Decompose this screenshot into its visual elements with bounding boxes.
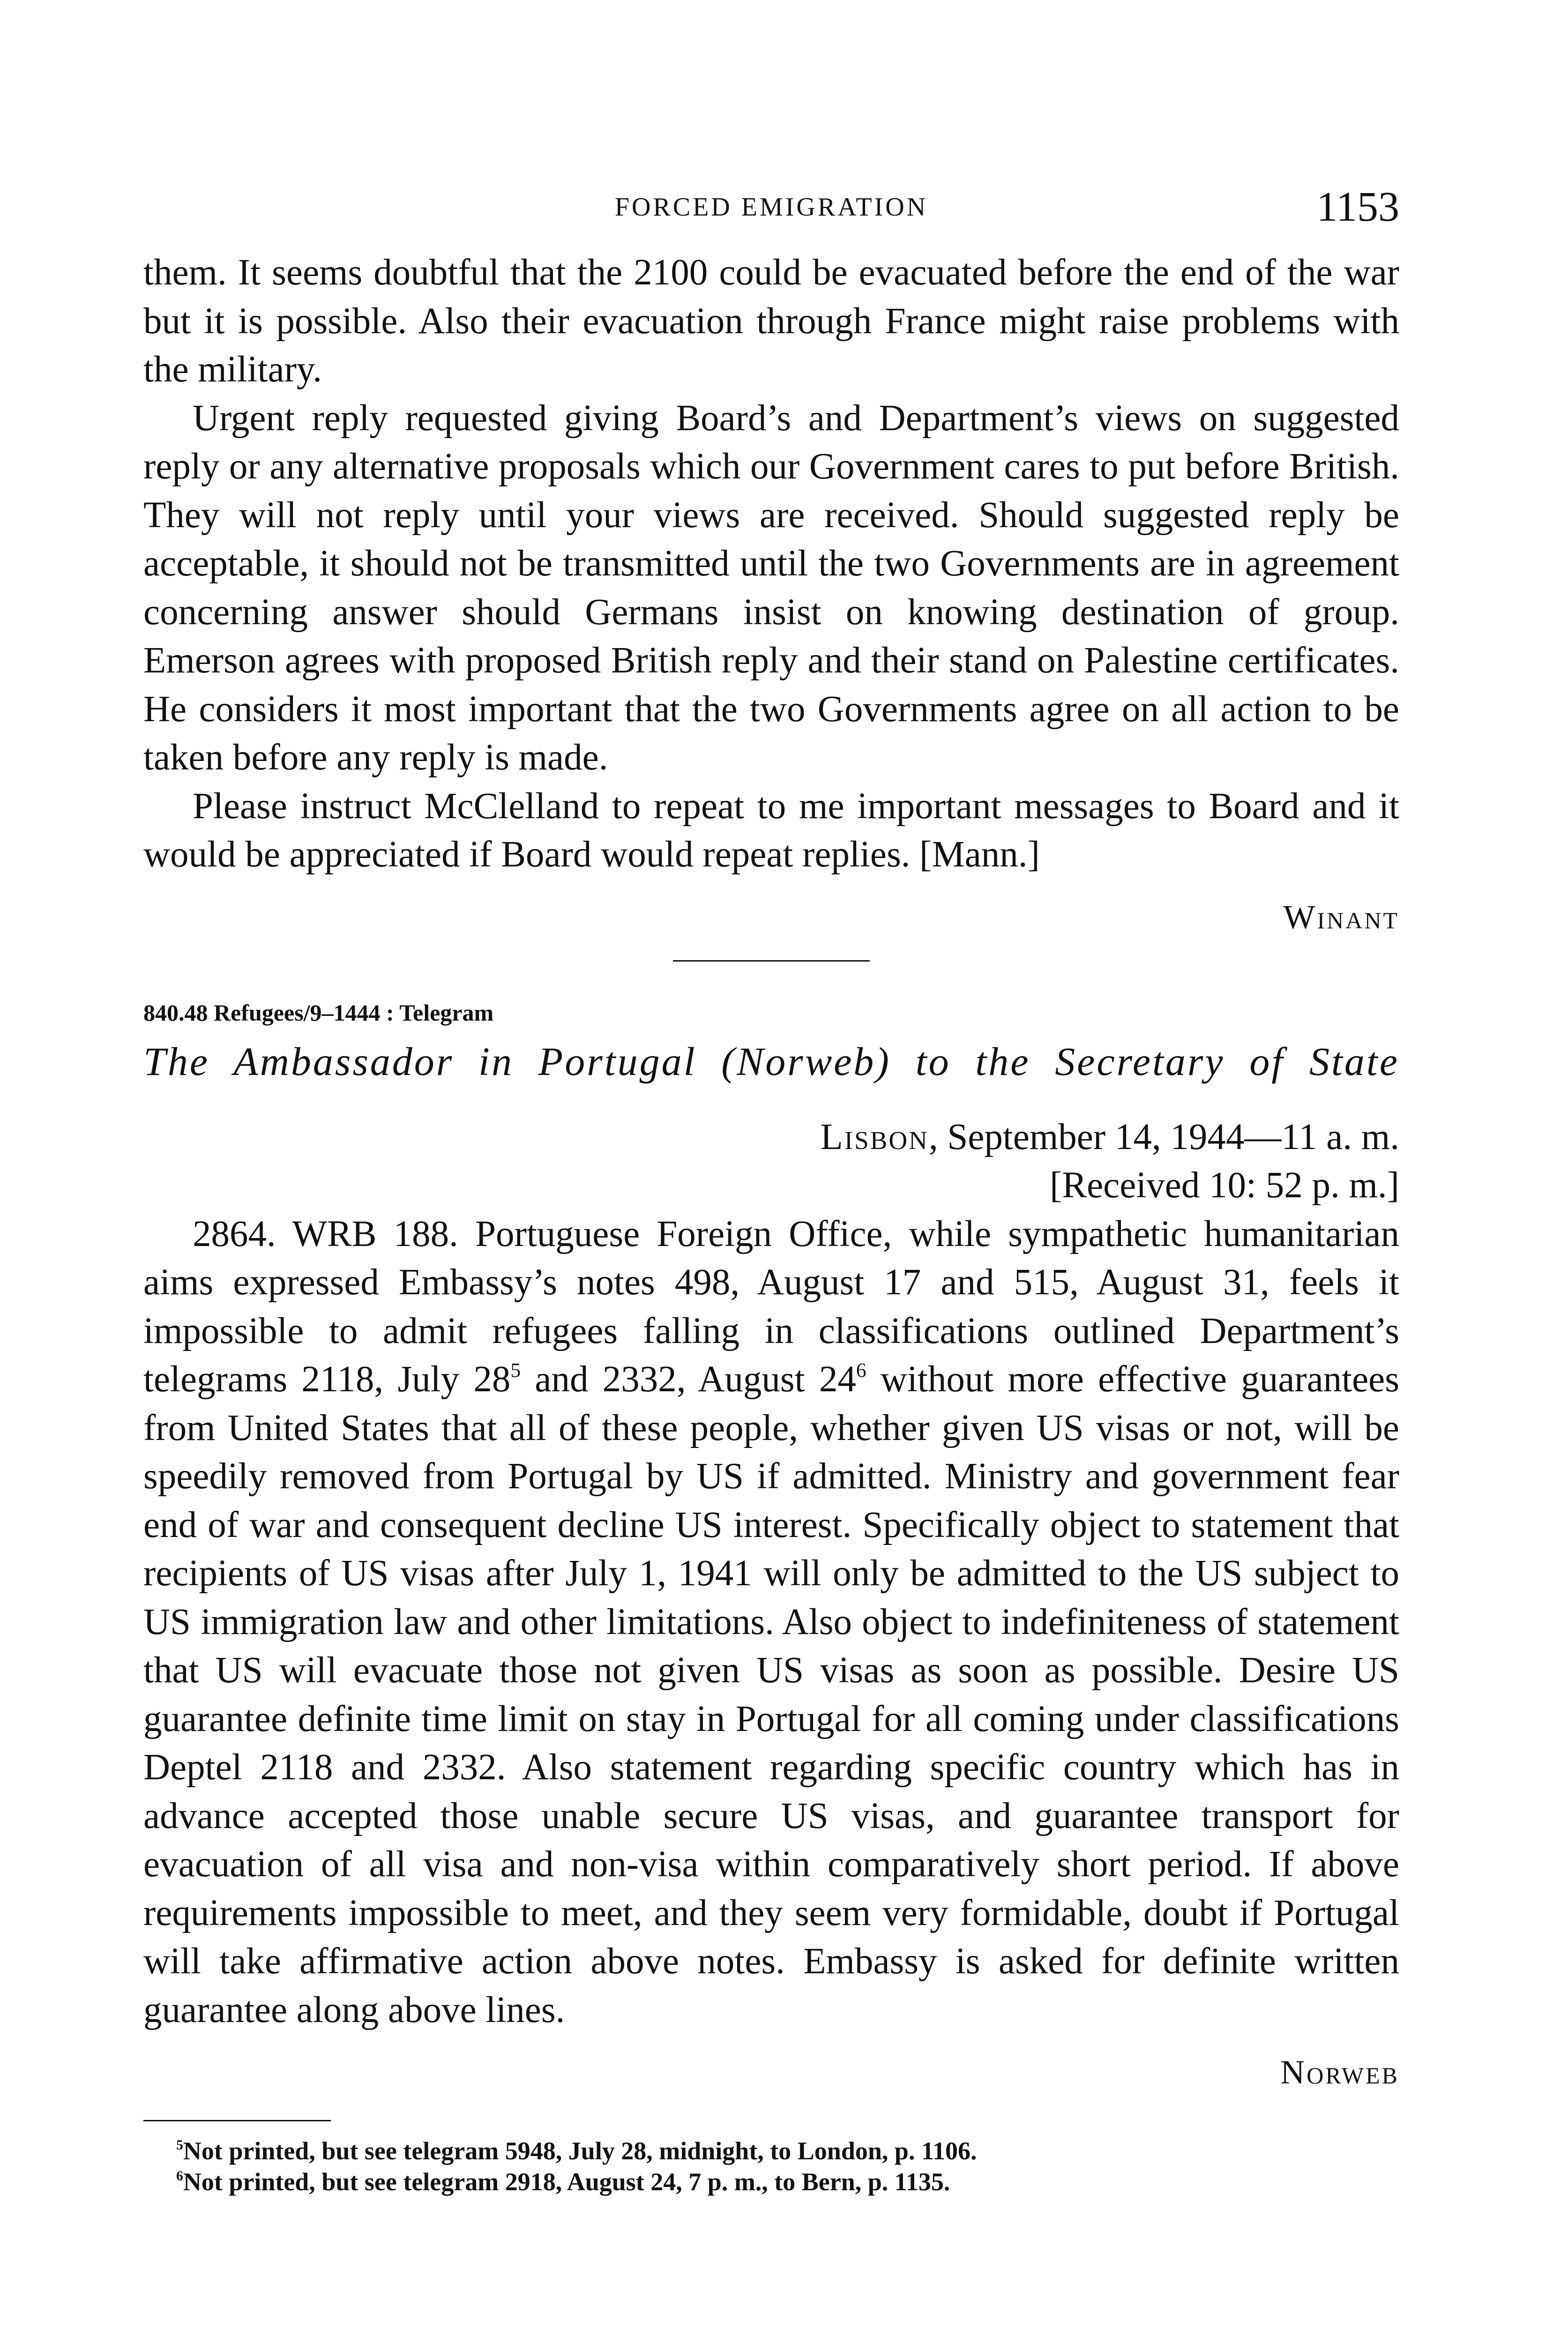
section-divider bbox=[673, 960, 870, 962]
file-reference: 840.48 Refugees/9–1444 : Telegram bbox=[143, 999, 494, 1026]
footnote bbox=[176, 2166, 1399, 2197]
footnote-divider bbox=[143, 2120, 331, 2121]
page-number: 1153 bbox=[1316, 184, 1399, 230]
footnote-ref[interactable]: 6 bbox=[856, 1359, 866, 1382]
paragraph: Urgent reply requested giving Board’s and Department’s views on suggested reply or any alternative proposals which our Government cares to put before British. They will not reply until your views are received. Should suggested reply be acceptable, it should not be transmitted until the two Governments are in agreement concerning answer should Germans insist on knowing destination of group. Emerson agrees with proposed British reply and their stand on Palestine certificates. He considers it most important that the two Governments agree on all action to be taken before any reply is made. bbox=[143, 397, 1399, 778]
section-norweb-telegram bbox=[143, 999, 1399, 2092]
footnote-text: Not printed, but see telegram 5948, July 28, midnight, to London, p. 1106. bbox=[183, 2137, 977, 2165]
document-page bbox=[143, 183, 1399, 2197]
footnote bbox=[176, 2135, 1399, 2166]
received-line: [Received 10: 52 p. m.] bbox=[1050, 1165, 1399, 1206]
footnote-ref[interactable]: 5 bbox=[510, 1359, 521, 1382]
telegram-text: and 2332, August 24 bbox=[521, 1359, 856, 1400]
signature-norweb: Norweb bbox=[1280, 2053, 1399, 2091]
page-header bbox=[143, 183, 1399, 248]
document-title: The Ambassador in Portugal (Norweb) to the Secretary of State bbox=[143, 1038, 1399, 1084]
telegram-body bbox=[143, 1210, 1399, 2035]
footnote-marker: 5 bbox=[176, 2138, 183, 2153]
telegram-text: 2864. WRB 188. Portuguese Foreign Office, while sympathetic humanitarian aims expressed Embassy’s notes 498, August 17 and 515, August 31, feels it impossible to admit refugees falling in classifications outlined Department’s telegrams 2118, July 28 bbox=[143, 1213, 1399, 1400]
telegram-text: without more effective guarantees from United States that all of these people, whether given US visas or not, will be speedily removed from Portugal by US if admitted. Ministry and government fear end of war and consequent decline US interest. Specifically object to statement that recipients of US visas after July 1, 1941 will only be admitted to the US subject to US immigration law and other limitations. Also object to indefiniteness of statement that US will evacuate those not given US visas as soon as possible. Desire US guarantee definite time limit on stay in Portugal for all coming under classifications Deptel 2118 and 2332. Also statement regarding specific country which has in advance accepted those unable secure US visas, and guarantee transport for evacuation of all visa and non-visa within comparatively short period. If above requirements impossible to meet, and they seem very formidable, doubt if Portugal will take affirmative action above notes. Embassy is asked for definite written guarantee along above lines. bbox=[143, 1359, 1399, 2030]
section-winant-telegram bbox=[143, 248, 1399, 937]
footnote-text: Not printed, but see telegram 2918, August 24, 7 p. m., to Bern, p. 1135. bbox=[183, 2168, 950, 2196]
paragraph: Please instruct McClelland to repeat to me important messages to Board and it would be appreciated if Board would repeat replies. [Mann.] bbox=[143, 785, 1399, 875]
footnote-marker: 6 bbox=[176, 2169, 183, 2184]
dateline bbox=[143, 1113, 1399, 1162]
dateline-place: Lisbon bbox=[820, 1116, 929, 1157]
dateline-date: , September 14, 1944—11 a. m. bbox=[928, 1116, 1399, 1157]
footnotes bbox=[143, 2135, 1399, 2197]
running-head: FORCED EMIGRATION bbox=[614, 193, 928, 222]
signature-winant: Winant bbox=[1283, 898, 1399, 936]
paragraph: them. It seems doubtful that the 2100 could be evacuated before the end of the war but it is possible. Also their evacuation through France might raise problems with the military. bbox=[143, 252, 1399, 390]
